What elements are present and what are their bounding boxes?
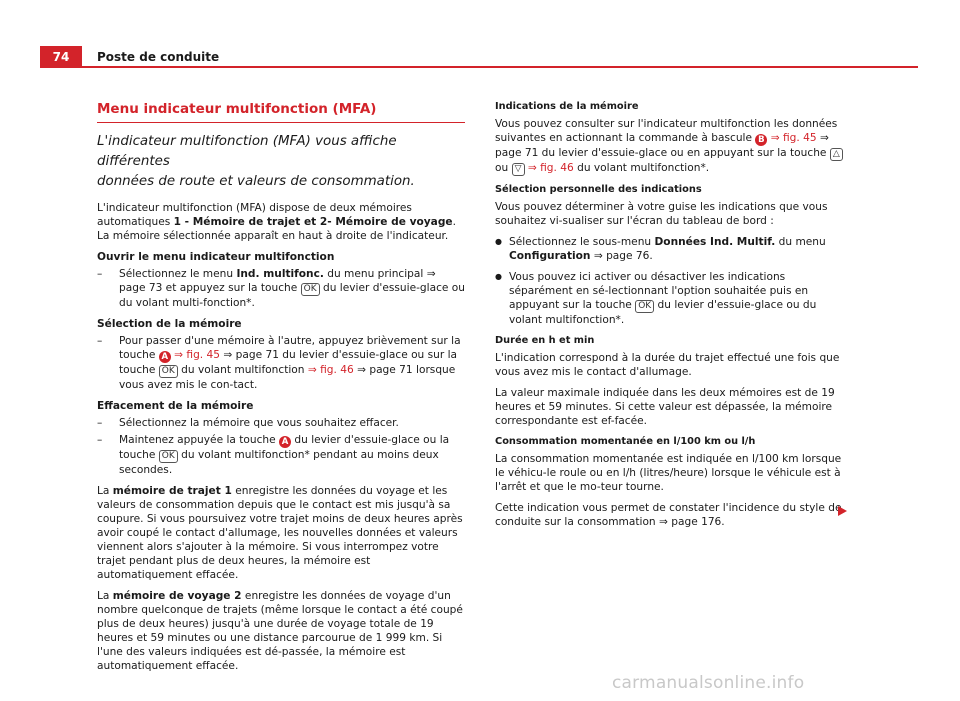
text: du levier d'essuie-glace ou du volant multi-fonction*. <box>119 282 465 309</box>
watermark: carmanualsonline.info <box>612 673 805 693</box>
figure-link[interactable]: ⇒ fig. 45 <box>170 349 221 361</box>
menu-name: Configuration <box>509 250 591 262</box>
text: La <box>97 590 113 602</box>
text: ⇒ page 71 du levier d'essuie-glace ou sur la touche <box>119 349 458 376</box>
text: ⇒ page 71 du levier d'essuie-glace ou en appuyant sur la touche <box>495 132 830 159</box>
open-steps <box>97 267 465 310</box>
menu-name: Ind. multifonc. <box>236 268 324 280</box>
figure-link[interactable]: ⇒ fig. 45 <box>767 132 817 144</box>
consumption-paragraph-2: Cette indication vous permet de constater l'incidence du style de conduite sur la consommation ⇒ page 176. <box>495 502 842 528</box>
text: La <box>97 485 113 497</box>
text: Pour passer d'une mémoire à l'autre, appuyez brièvement sur la touche <box>119 335 461 361</box>
up-key-icon: △ <box>830 148 843 161</box>
list-item <box>97 267 465 310</box>
callout-b-icon: B <box>755 134 767 146</box>
callout-a-icon: A <box>159 351 171 363</box>
callout-a-icon: A <box>279 436 291 448</box>
subheading-personal: Sélection personnelle des indications <box>495 184 702 195</box>
text: du volant multifonction <box>177 364 308 376</box>
text: du volant multifonction* pendant au moins deux secondes. <box>119 449 439 476</box>
erase-steps <box>97 416 465 477</box>
voyage-memory-paragraph <box>97 589 465 673</box>
intro-line-2: données de route et valeurs de consommation. <box>97 174 415 189</box>
text: ⇒ page 71 lorsque vous avez mis le con-tact. <box>119 364 456 391</box>
duration-paragraph-2: La valeur maximale indiquée dans les deux mémoires est de 19 heures et 59 minutes. Si cette valeur est dépassée, la mémoire correspondante est ef-facée. <box>495 387 835 427</box>
ok-key-icon: OK <box>635 300 654 313</box>
text: du menu principal ⇒ page 73 et appuyez sur la touche <box>119 268 436 294</box>
text: du levier d'essuie-glace ou du volant multifonction*. <box>509 299 817 326</box>
text: Vous pouvez ici activer ou désactiver les indications séparément en sé-lectionnant l'option souhaitée puis en appuyant sur la touche <box>509 271 809 311</box>
trip-memory-paragraph <box>97 484 465 582</box>
text: ⇒ page 76. <box>590 250 653 262</box>
text: ou <box>495 162 512 174</box>
submenu-name: Données Ind. Multif. <box>654 236 776 248</box>
subheading-select: Sélection de la mémoire <box>97 318 242 330</box>
subheading-indications: Indications de la mémoire <box>495 101 639 112</box>
subheading-consumption: Consommation momentanée en l/100 km ou l/h <box>495 436 756 447</box>
chapter-title: Poste de conduite <box>97 50 220 64</box>
page-number: 74 <box>40 46 82 68</box>
page-header <box>0 0 960 70</box>
triangle-right-icon <box>838 506 847 516</box>
ok-key-icon: OK <box>159 365 178 378</box>
list-item <box>97 334 465 392</box>
text: L'indicateur multifonction (MFA) dispose de deux mémoires automatiques <box>97 202 412 228</box>
figure-link[interactable]: ⇒ fig. 46 <box>524 162 574 174</box>
subheading-open: Ouvrir le menu indicateur multifonction <box>97 251 335 263</box>
personal-steps <box>495 235 845 327</box>
left-column <box>97 100 465 680</box>
text: . La mémoire sélectionnée apparaît en haut à droite de l'indicateur. <box>97 216 456 242</box>
subheading-duration: Durée en h et min <box>495 335 595 346</box>
text: enregistre les données de voyage d'un nombre quelconque de trajets (même lorsque le contact a été coupé plus de deux heures) jusqu'à une durée de voyage totale de 19 heures et 59 minutes ou une distance parcourue de 1 999 km. Si l'une des valeurs indiquées est dé-passée, la mémoire est automatiquement effacée. <box>97 590 463 672</box>
mfa-description <box>97 201 465 243</box>
header-rule <box>82 66 918 68</box>
indications-paragraph <box>495 117 845 176</box>
term: mémoire de trajet 1 <box>112 485 232 497</box>
list-item <box>97 433 465 477</box>
right-column <box>495 100 845 536</box>
ok-key-icon: OK <box>301 283 320 296</box>
select-steps <box>97 334 465 392</box>
duration-paragraph-1: L'indication correspond à la durée du trajet effectué une fois que vous avez mis le contact d'allumage. <box>495 352 840 378</box>
personal-paragraph: Vous pouvez déterminer à votre guise les indications que vous souhaitez vi-sualiser sur l'écran du tableau de bord : <box>495 201 828 227</box>
list-item <box>495 270 845 327</box>
text: du levier d'essuie-glace ou la touche <box>119 434 450 461</box>
figure-link[interactable]: ⇒ fig. 46 <box>307 364 354 376</box>
text: du menu <box>775 236 826 248</box>
text: Vous pouvez consulter sur l'indicateur multifonction les données suivantes en actionnant la commande à bascule <box>495 118 838 144</box>
intro-line-1: L'indicateur multifonction (MFA) vous affiche différentes <box>97 134 397 169</box>
ok-key-icon: OK <box>159 450 178 463</box>
down-key-icon: ▽ <box>512 163 525 176</box>
section-rule <box>97 122 465 123</box>
text: enregistre les données du voyage et les valeurs de consommation depuis que le contact est mis jusqu'à sa coupure. Si vous poursuivez votre trajet moins de deux heures après avoir coupé le contact d'allumage, les nouvelles données et valeurs viennent alors s'ajouter à la mémoire. Si vous interrompez votre trajet pendant plus de deux heures, la mémoire est automatiquement effacée. <box>97 485 463 581</box>
term: mémoire de voyage 2 <box>112 590 242 602</box>
subheading-erase: Effacement de la mémoire <box>97 400 254 412</box>
section-intro <box>97 132 465 192</box>
text: du volant multifonction*. <box>573 162 710 174</box>
text: Sélectionnez le menu <box>119 268 237 280</box>
consumption-paragraph-1: La consommation momentanée est indiquée en l/100 km lorsque le véhicu-le roule ou en l/h (litres/heure) lorsque le véhicule est à l'arrêt et que le mo-teur tourne. <box>495 453 842 493</box>
section-title: Menu indicateur multifonction (MFA) <box>97 101 377 117</box>
memory-names: 1 - Mémoire de trajet et 2- Mémoire de voyage <box>173 216 453 228</box>
list-item <box>495 235 845 263</box>
text: Maintenez appuyée la touche <box>119 434 280 446</box>
text: Sélectionnez le sous-menu <box>509 236 655 248</box>
list-item: – Sélectionnez la mémoire que vous souhaitez effacer. <box>97 416 465 430</box>
